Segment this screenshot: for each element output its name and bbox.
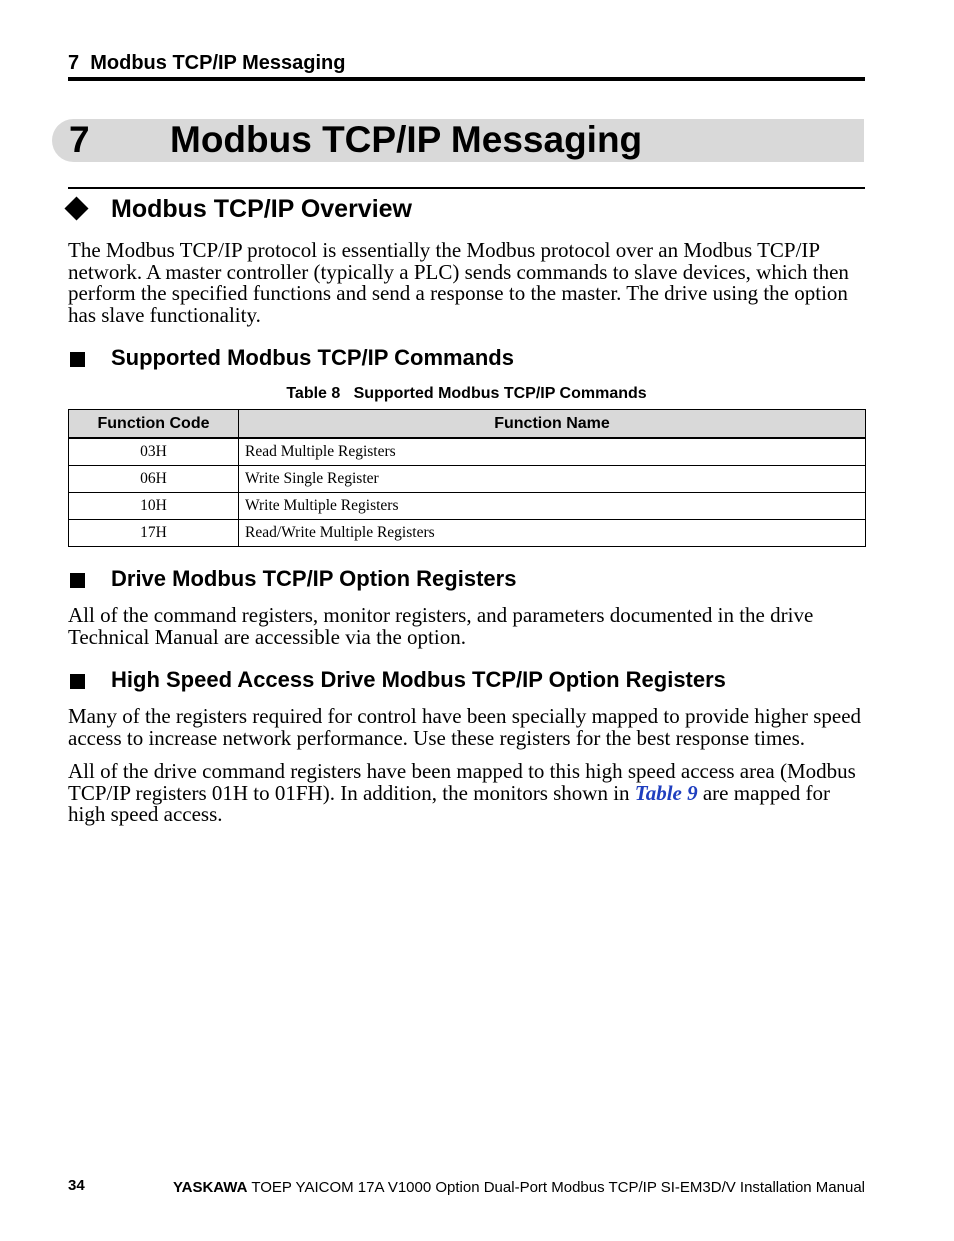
function-code-cell: 06H	[69, 466, 239, 493]
square-bullet-icon	[70, 573, 85, 588]
square-bullet-icon	[70, 352, 85, 367]
square-bullet-icon	[70, 674, 85, 689]
manual-title	[173, 1177, 865, 1199]
function-name-cell: Write Multiple Registers	[239, 493, 866, 520]
subsection-title: High Speed Access Drive Modbus TCP/IP Option Registers	[111, 667, 726, 692]
diamond-bullet-icon	[64, 196, 88, 220]
section-rule	[68, 187, 865, 189]
page-footer	[68, 1177, 865, 1199]
chapter-number: 7	[69, 119, 90, 160]
subsection-title: Drive Modbus TCP/IP Option Registers	[111, 566, 517, 591]
table-row	[69, 493, 866, 520]
manual-title-text: TOEP YAICOM 17A V1000 Option Dual-Port Modbus TCP/IP SI-EM3D/V Installation Manual	[247, 1179, 865, 1196]
function-name-cell: Read/Write Multiple Registers	[239, 520, 866, 547]
chapter-banner	[52, 119, 864, 162]
registers-paragraph: All of the command registers, monitor registers, and parameters documented in the drive Technical Manual are accessible via the option.	[68, 603, 814, 649]
brand-name: YASKAWA	[173, 1179, 248, 1196]
function-code-cell: 17H	[69, 520, 239, 547]
function-code-cell: 03H	[69, 438, 239, 466]
function-code-table	[68, 409, 866, 547]
table-caption-number: Table 8	[286, 385, 341, 402]
paragraph-text: are mapped for high speed access.	[68, 780, 830, 827]
paragraph-text: All of the drive command registers have been mapped to this high speed access area (Modbus TCP/IP registers 01H to 01FH). In addition, the monitors shown in	[68, 759, 856, 805]
page-number: 34	[68, 1177, 85, 1194]
subsection-title: Supported Modbus TCP/IP Commands	[111, 345, 514, 370]
table-caption	[68, 384, 865, 404]
table-header-row	[69, 410, 866, 439]
function-code-cell: 10H	[69, 493, 239, 520]
function-name-cell: Write Single Register	[239, 466, 866, 493]
table-row	[69, 438, 866, 466]
header-rule	[68, 77, 865, 81]
function-name-cell: Read Multiple Registers	[239, 438, 866, 466]
running-header: 7 Modbus TCP/IP Messaging	[68, 52, 346, 74]
column-header-function-name: Function Name	[239, 410, 866, 439]
high-speed-paragraph-2	[68, 761, 868, 826]
table-9-link[interactable]: Table 9	[634, 780, 698, 805]
overview-paragraph: The Modbus TCP/IP protocol is essentially the Modbus protocol over an Modbus TCP/IP network. A master controller (typically a PLC) sends commands to slave devices, which then perform the specified functions and send a response to the master. The drive using the option has slave functionality.	[68, 238, 849, 328]
table-row	[69, 520, 866, 547]
table-caption-title: Supported Modbus TCP/IP Commands	[353, 385, 647, 402]
high-speed-paragraph-1: Many of the registers required for control have been specially mapped to provide higher speed access to increase network performance. Use these registers for the best response times.	[68, 704, 862, 750]
table-row	[69, 466, 866, 493]
column-header-function-code: Function Code	[69, 410, 239, 439]
section-title: Modbus TCP/IP Overview	[111, 195, 413, 223]
chapter-title: Modbus TCP/IP Messaging	[170, 119, 643, 160]
